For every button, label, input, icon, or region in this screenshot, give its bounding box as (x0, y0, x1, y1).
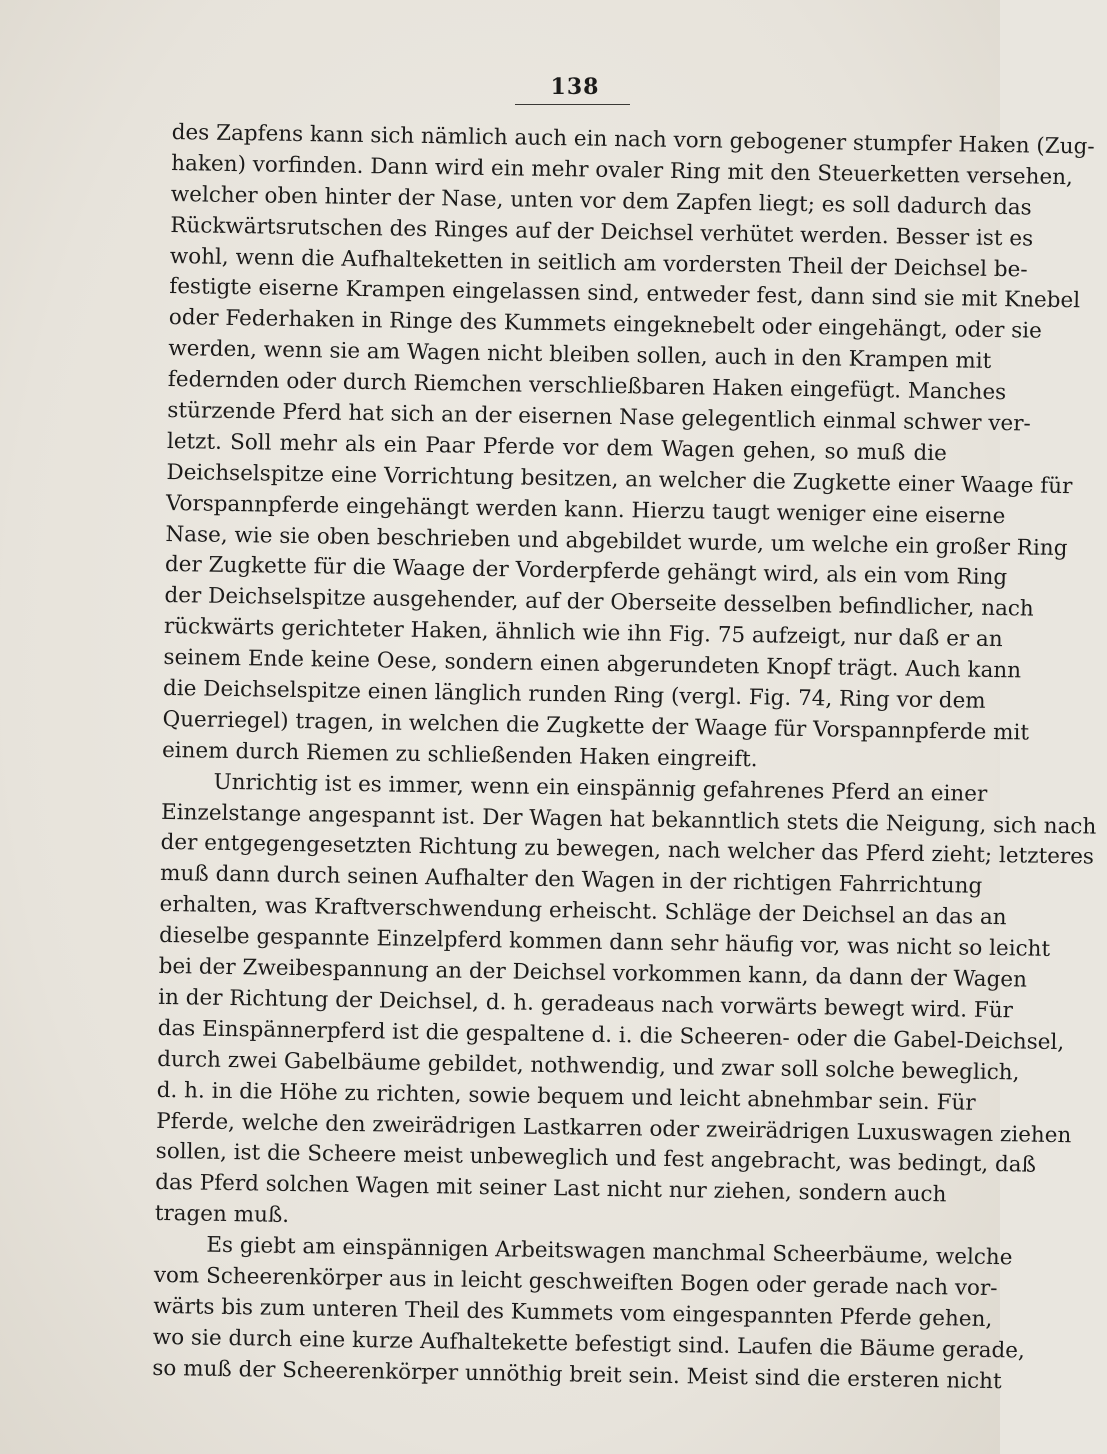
text-line: der Zugkette für die Waage der Vorderpferde gehängt wird, als ein vom Ring (164, 552, 1008, 591)
text-line: so muß der Scheerenkörper unnöthig breit sein. Meist sind die ersteren nicht (152, 1355, 1002, 1394)
text-line: die Deichselspitze einen länglich runden Ring (vergl. Fig. 74, Ring vor dem (162, 675, 986, 714)
text-line: in der Richtung der Deichsel, d. h. geradeaus nach vorwärts bewegt wird. Für (157, 984, 1014, 1024)
text-line: das Einspännerpferd ist die gespaltene d. i. die Scheeren- oder die Gabel-Deichsel, (157, 1015, 1065, 1055)
text-line: wohl, wenn die Aufhalteketten in seitlich am vordersten Theil der Deichsel be- (169, 243, 1028, 283)
text-line: das Pferd solchen Wagen mit seiner Last nicht nur ziehen, sondern auch (155, 1170, 947, 1208)
text-line: einem durch Riemen zu schließenden Haken eingreift. (161, 737, 758, 773)
paragraph (154, 767, 1097, 1243)
paragraph (152, 1230, 1026, 1397)
text-line: d. h. in die Höhe zu richten, sowie bequem und leicht abnehmbar sein. Für (156, 1077, 976, 1116)
text-line: seinem Ende keine Oese, sondern einen abgerundeten Knopf trägt. Auch kann (163, 645, 1022, 684)
text-line: der entgegengesetzten Richtung zu bewegen, nach welcher das Pferd zieht; letzteres (160, 830, 1095, 871)
text-line: dieselbe gespannte Einzelpferd kommen dann sehr häufig vor, was nicht so leicht (158, 923, 1051, 963)
page-number: 138 (550, 74, 600, 100)
text-line: welcher oben hinter der Nase, unten vor dem Zapfen liegt; es soll dadurch das (170, 181, 1032, 221)
text-line: sollen, ist die Scheere meist unbeweglich und fest angebracht, was bedingt, daß (155, 1139, 1037, 1179)
text-line: Rückwärtsrutschen des Ringes auf der Deichsel verhütet werden. Besser ist es (170, 212, 1034, 252)
text-line: wo sie durch eine kurze Aufhaltekette befestigt sind. Laufen die Bäume gerade, (152, 1324, 1026, 1364)
page-number-rule (515, 104, 630, 105)
text-line: Einzelstange angespannt ist. Der Wagen hat bekanntlich stets die Neigung, sich nach (160, 799, 1097, 840)
text-line: Nase, wie sie oben beschrieben und abgebildet wurde, um welche ein großer Ring (165, 521, 1068, 561)
text-line: erhalten, was Kraftverschwendung erheischt. Schläge der Deichsel an das an (159, 892, 1007, 931)
body-text (152, 118, 1097, 1397)
text-line: rückwärts gerichteter Haken, ähnlich wie ihn Fig. 75 aufzeigt, nur daß er an (163, 614, 1003, 653)
text-line: muß dann durch seinen Aufhalter den Wagen in der richtigen Fahrrichtung (159, 861, 983, 900)
text-line: tragen muß. (154, 1201, 290, 1229)
text-line: durch zwei Gabelbäume gebildet, nothwendig, und zwar soll solche beweglich, (157, 1046, 1020, 1086)
text-line: festigte eiserne Krampen eingelassen sind, entweder fest, dann sind sie mit Knebel (169, 274, 1081, 314)
text-line: federnden oder durch Riemchen verschließbaren Haken eingefügt. Manches (167, 367, 1007, 406)
text-line: des Zapfens kann sich nämlich auch ein nach vorn gebogener stumpfer Haken (Zug- (171, 119, 1095, 160)
text-line: haken) vorfinden. Dann wird ein mehr ovaler Ring mit den Steuerketten versehen, (171, 150, 1074, 191)
text-line: Unrichtig ist es immer, wenn ein einspännig gefahrenes Pferd an einer (213, 769, 988, 807)
text-line: Es giebt am einspännigen Arbeitswagen manchmal Scheerbäume, welche (206, 1232, 1013, 1271)
text-line: Deichselspitze eine Vorrichtung besitzen, an welcher die Zugkette einer Waage für (166, 459, 1073, 499)
paragraph (161, 118, 1095, 779)
text-line: Querriegel) tragen, in welchen die Zugkette der Waage für Vorspannpferde mit (162, 706, 1030, 746)
text-line: vom Scheerenkörper aus in leicht geschweiften Bogen oder gerade nach vor- (153, 1262, 998, 1302)
text-line: Pferde, welche den zweirädrigen Lastkarren oder zweirädrigen Luxuswagen ziehen (156, 1108, 1072, 1148)
text-line: wärts bis zum unteren Theil des Kummets vom eingespannten Pferde gehen, (153, 1293, 993, 1332)
text-line: oder Federhaken in Ringe des Kummets eingeknebelt oder eingehängt, oder sie (168, 305, 1043, 345)
text-line: Vorspannpferde eingehängt werden kann. Hierzu taugt weniger eine eiserne (165, 490, 1006, 529)
text-line: werden, wenn sie am Wagen nicht bleiben sollen, auch in den Krampen mit (168, 336, 992, 375)
text-line: letzt. Soll mehr als ein Paar Pferde vor dem Wagen gehen, so muß die (166, 428, 948, 467)
text-line: bei der Zweibespannung an der Deichsel vorkommen kann, da dann der Wagen (158, 953, 1028, 993)
text-line: stürzende Pferd hat sich an der eisernen Nase gelegentlich einmal schwer ver- (167, 397, 1031, 437)
text-line: der Deichselspitze ausgehender, auf der Oberseite desselben befindlicher, nach (164, 583, 1034, 622)
